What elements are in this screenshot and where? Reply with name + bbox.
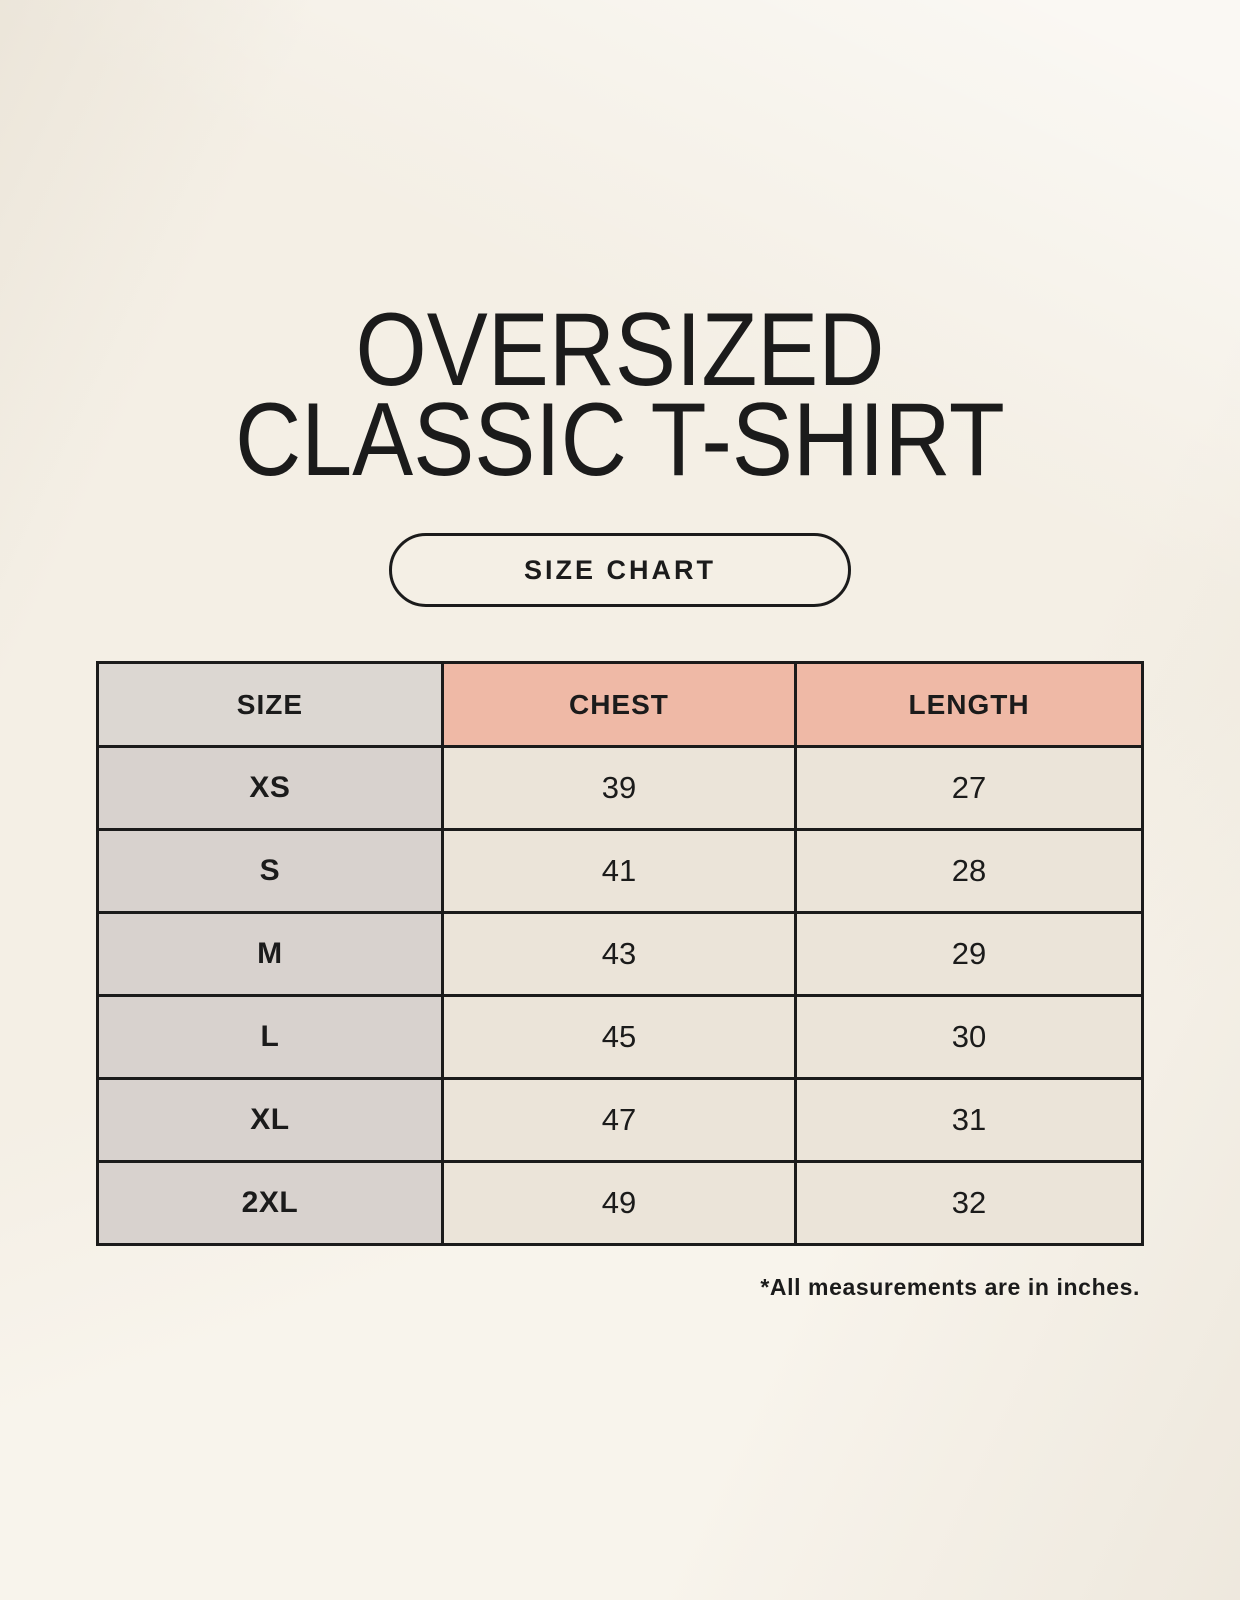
length-value: 29 (796, 913, 1143, 996)
size-label: 2XL (98, 1162, 443, 1245)
table-row (98, 1079, 1143, 1162)
length-value: 30 (796, 996, 1143, 1079)
size-chart-button[interactable] (389, 533, 851, 607)
table-row (98, 747, 1143, 830)
size-label: XS (98, 747, 443, 830)
page-title (74, 292, 1165, 498)
size-label: XL (98, 1079, 443, 1162)
length-value: 31 (796, 1079, 1143, 1162)
length-value: 27 (796, 747, 1143, 830)
column-header-length: LENGTH (796, 663, 1143, 747)
table-row (98, 830, 1143, 913)
length-value: 32 (796, 1162, 1143, 1245)
chest-value: 47 (442, 1079, 795, 1162)
page-title-line-2: CLASSIC T-SHIRT (235, 382, 1005, 498)
measurements-footnote: *All measurements are in inches. (760, 1274, 1140, 1300)
column-header-chest: CHEST (442, 663, 795, 747)
chest-value: 39 (442, 747, 795, 830)
table-header-row (98, 663, 1143, 747)
table-row (98, 1162, 1143, 1245)
chest-value: 41 (442, 830, 795, 913)
page-title-line-1: OVERSIZED (355, 292, 885, 408)
size-label: L (98, 996, 443, 1079)
size-chart-table (96, 661, 1144, 1246)
column-header-size: SIZE (98, 663, 443, 747)
chest-value: 43 (442, 913, 795, 996)
table-row (98, 996, 1143, 1079)
size-label: S (98, 830, 443, 913)
size-label: M (98, 913, 443, 996)
chest-value: 49 (442, 1162, 795, 1245)
length-value: 28 (796, 830, 1143, 913)
chest-value: 45 (442, 996, 795, 1079)
table-row (98, 913, 1143, 996)
size-chart-button-label: SIZE CHART (524, 554, 716, 585)
